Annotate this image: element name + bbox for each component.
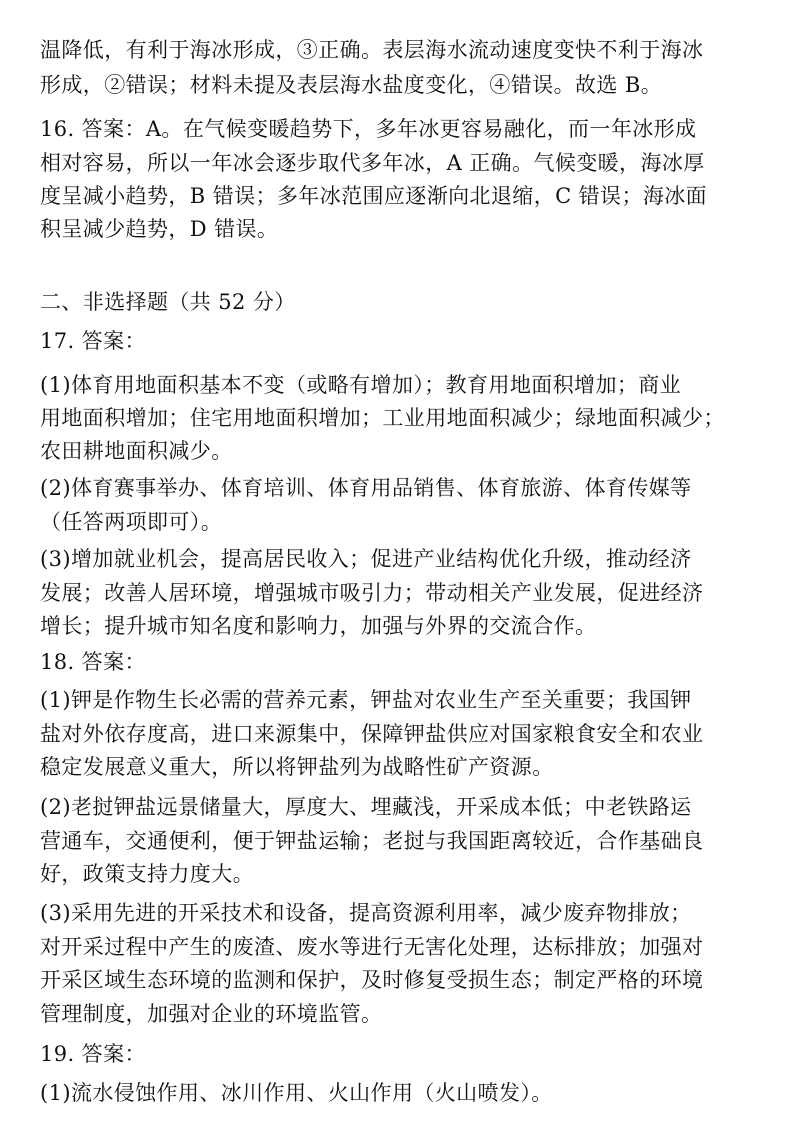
q17-part3-line-2: 发展；改善人居环境，增强城市吸引力；带动相关产业发展，促进经济 bbox=[40, 581, 704, 605]
q18-part3-line-3: 开采区域生态环境的监测和保护，及时修复受损生态；制定严格的环境 bbox=[40, 968, 704, 992]
q16-answer-line-3: 度呈减小趋势，B 错误；多年冰范围应逐渐向北退缩，C 错误；海冰面 bbox=[40, 184, 708, 208]
q18-part2-line-1: (2)老挝钾盐远景储量大，厚度大、埋藏浅，开采成本低；中老铁路运 bbox=[40, 795, 692, 819]
q16-answer-line-4: 积呈减少趋势，D 错误。 bbox=[40, 217, 279, 241]
q18-part2-line-2: 营通车，交通便利，便于钾盐运输；老挝与我国距离较近，合作基础良 bbox=[40, 829, 704, 853]
q17-part2-line-1: (2)体育赛事举办、体育培训、体育用品销售、体育旅游、体育传媒等 bbox=[40, 476, 692, 500]
q18-part1-line-1: (1)钾是作物生长必需的营养元素，钾盐对农业生产至关重要；我国钾 bbox=[40, 688, 692, 712]
q17-part3-line-3: 增长；提升城市知名度和影响力，加强与外界的交流合作。 bbox=[40, 614, 597, 638]
q16-answer-line-2: 相对容易，所以一年冰会逐步取代多年冰，A 正确。气候变暖，海冰厚 bbox=[40, 151, 705, 175]
q18-part2-line-3: 好，政策支持力度大。 bbox=[40, 862, 254, 886]
q17-part1-line-3: 农田耕地面积减少。 bbox=[40, 439, 233, 463]
q18-label: 18. 答案： bbox=[40, 650, 146, 674]
q17-part3-line-1: (3)增加就业机会，提高居民收入；促进产业结构优化升级，推动经济 bbox=[40, 547, 692, 571]
q18-part1-line-2: 盐对外依存度高，进口来源集中，保障钾盐供应对国家粮食安全和农业 bbox=[40, 722, 704, 746]
q15-continuation-line-1: 温降低，有利于海冰形成，③正确。表层海水流动速度变快不利于海冰 bbox=[40, 38, 704, 62]
q18-part1-line-3: 稳定发展意义重大，所以将钾盐列为战略性矿产资源。 bbox=[40, 755, 554, 779]
q17-part2-line-2: （任答两项即可）。 bbox=[40, 510, 223, 534]
q15-continuation-line-2: 形成，②错误；材料未提及表层海水盐度变化，④错误。故选 B。 bbox=[40, 73, 663, 97]
q16-answer-line-1: 16. 答案：A。在气候变暖趋势下，多年冰更容易融化，而一年冰形成 bbox=[40, 117, 697, 141]
q19-label: 19. 答案： bbox=[40, 1042, 146, 1066]
q17-part1-line-2: 用地面积增加；住宅用地面积增加；工业用地面积减少；绿地面积减少； bbox=[40, 406, 725, 430]
q19-part1-line-1: (1)流水侵蚀作用、冰川作用、火山作用（火山喷发）。 bbox=[40, 1081, 553, 1105]
q17-label: 17. 答案： bbox=[40, 329, 146, 353]
q17-part1-line-1: (1)体育用地面积基本不变（或略有增加）；教育用地面积增加；商业 bbox=[40, 373, 682, 397]
q18-part3-line-1: (3)采用先进的开采技术和设备，提高资源利用率，减少废弃物排放； bbox=[40, 901, 692, 925]
q18-part3-line-2: 对开采过程中产生的废渣、废水等进行无害化处理，达标排放；加强对 bbox=[40, 935, 704, 959]
q18-part3-line-4: 管理制度，加强对企业的环境监管。 bbox=[40, 1002, 383, 1026]
section-heading: 二、非选择题（共 52 分） bbox=[40, 290, 296, 314]
